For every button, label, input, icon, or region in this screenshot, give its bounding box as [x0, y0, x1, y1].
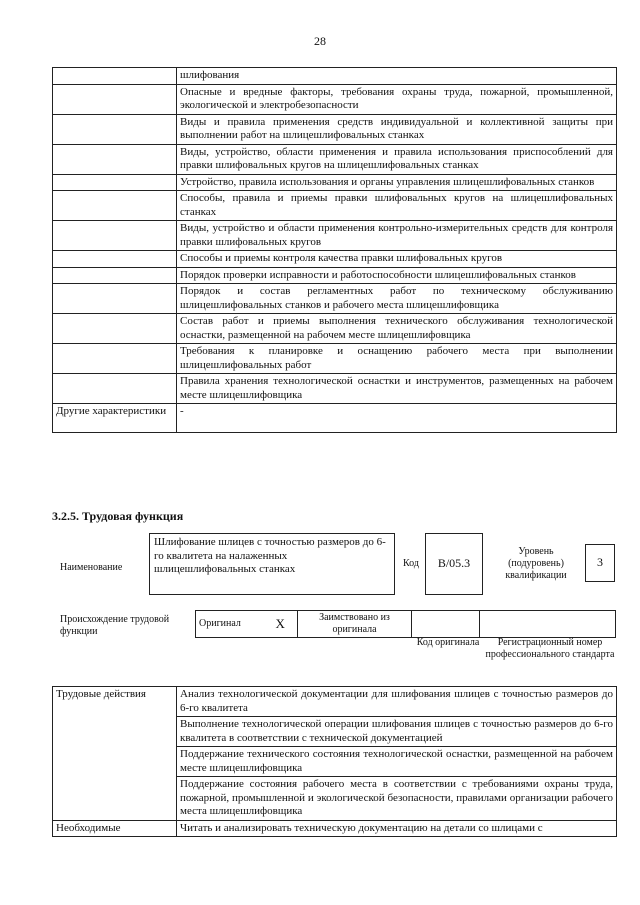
other-characteristics-value: -: [177, 404, 617, 433]
function-name-box: [149, 533, 395, 595]
knowledge-item: Устройство, правила использования и органы управления шлицешлифовальных станков: [177, 174, 617, 191]
knowledge-row: [53, 374, 617, 404]
name-label: Наименование: [60, 562, 123, 573]
origin-code-cell: [412, 611, 480, 638]
knowledge-left-cell: [53, 174, 177, 191]
knowledge-row: [53, 144, 617, 174]
level-label: Уровень (подуровень) квалификации: [505, 546, 567, 581]
knowledge-left-cell: [53, 251, 177, 268]
original-mark: X: [264, 611, 298, 638]
action-row-1: [53, 687, 617, 717]
action-item: Поддержание состояния рабочего места в соответствии с требованиями охраны труда, пожарной, промышленной и экологической безопасности, правилами организации рабочего места шлицешлифовщика: [177, 777, 617, 821]
knowledge-left-cell: [53, 221, 177, 251]
knowledge-table-body: [53, 68, 617, 404]
knowledge-item: Способы и приемы контроля качества правки шлифовальных кругов: [177, 251, 617, 268]
knowledge-left-cell: [53, 191, 177, 221]
borrowed-cell: [298, 611, 412, 638]
knowledge-row: [53, 251, 617, 268]
knowledge-item: шлифования: [177, 68, 617, 85]
code-label: Код: [403, 558, 419, 569]
page-number: 28: [314, 34, 326, 48]
other-characteristics-label: Другие характеристики: [53, 404, 177, 433]
knowledge-item: Порядок проверки исправности и работоспособности шлицешлифовальных станков: [177, 267, 617, 284]
code-box: [425, 533, 483, 595]
original-label: Оригинал: [199, 618, 241, 630]
origin-label: Происхождение трудовой функции: [60, 614, 170, 637]
section-title: 3.2.5. Трудовая функция: [52, 509, 184, 523]
skills-row: [53, 820, 617, 837]
knowledge-item: Правила хранения технологической оснастки и инструментов, размещенных на рабочем месте шлицешлифовщика: [177, 374, 617, 404]
knowledge-item: Состав работ и приемы выполнения технического обслуживания технологической оснастки, размещенной на рабочем месте шлицешлифовщика: [177, 314, 617, 344]
knowledge-table: [52, 67, 617, 433]
knowledge-left-cell: [53, 314, 177, 344]
actions-label: Трудовые действия: [53, 687, 177, 821]
skills-label: Необходимые: [53, 820, 177, 837]
knowledge-item: Виды, устройство, области применения и правила использования приспособлений для правки шлифовальных кругов на шлицешлифовальных станках: [177, 144, 617, 174]
reg-caption: Регистрационный номер профессионального стандарта: [485, 637, 615, 660]
action-item: Выполнение технологической операции шлифования шлицев с точностью размеров до 6-го квалитета в соответствии с технической документацией: [177, 717, 617, 747]
knowledge-row: [53, 68, 617, 85]
knowledge-left-cell: [53, 344, 177, 374]
knowledge-item: Опасные и вредные факторы, требования охраны труда, пожарной, промышленной, экологической и электробезопасности: [177, 84, 617, 114]
knowledge-row: [53, 267, 617, 284]
action-item: Анализ технологической документации для шлифования шлицев с точностью размеров до 6-го квалитета: [177, 687, 617, 717]
knowledge-row: [53, 191, 617, 221]
knowledge-row: [53, 221, 617, 251]
level-box: [585, 544, 615, 582]
knowledge-item: Порядок и состав регламентных работ по техническому обслуживанию шлицешлифовальных станков и рабочего места шлицешлифовщика: [177, 284, 617, 314]
level-value: 3: [597, 555, 603, 569]
knowledge-row: [53, 174, 617, 191]
knowledge-row: [53, 84, 617, 114]
knowledge-left-cell: [53, 144, 177, 174]
knowledge-row: [53, 284, 617, 314]
other-characteristics-row: [53, 404, 617, 433]
reg-number-cell: [480, 611, 616, 638]
knowledge-left-cell: [53, 374, 177, 404]
knowledge-left-cell: [53, 84, 177, 114]
skills-item: Читать и анализировать техническую документацию на детали со шлицами с: [177, 820, 617, 837]
original-cell: [196, 611, 264, 638]
knowledge-item: Виды и правила применения средств индивидуальной и коллективной защиты при выполнении работ на шлицешлифовальных станках: [177, 114, 617, 144]
knowledge-row: [53, 314, 617, 344]
function-name-value: Шлифование шлицев с точностью размеров до 6-го квалитета на налаженных шлицешлифовальных станках: [154, 536, 386, 575]
borrowed-label: Заимствовано из оригинала: [319, 612, 390, 635]
knowledge-left-cell: [53, 267, 177, 284]
knowledge-row: [53, 114, 617, 144]
knowledge-row: [53, 344, 617, 374]
origin-table: [195, 610, 616, 638]
knowledge-item: Виды, устройство и области применения контрольно-измерительных средств для контроля правки шлифовальных кругов: [177, 221, 617, 251]
action-item: Поддержание технического состояния технологической оснастки, размещенной на рабочем месте шлицешлифовщика: [177, 747, 617, 777]
knowledge-left-cell: [53, 114, 177, 144]
knowledge-left-cell: [53, 284, 177, 314]
knowledge-item: Способы, правила и приемы правки шлифовальных кругов на шлицешлифовальных станках: [177, 191, 617, 221]
code-caption: Код оригинала: [416, 637, 480, 648]
actions-table: [52, 686, 617, 837]
code-value: B/05.3: [437, 556, 471, 570]
knowledge-item: Требования к планировке и оснащению рабочего места при выполнении шлицешлифовальных работ: [177, 344, 617, 374]
knowledge-left-cell: [53, 68, 177, 85]
